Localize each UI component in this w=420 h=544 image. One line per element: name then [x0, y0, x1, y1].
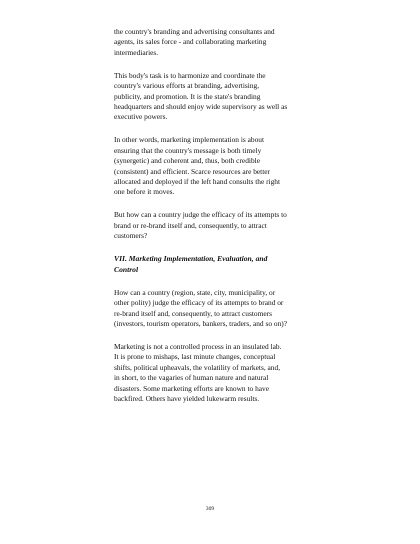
paragraph-not-controlled: Marketing is not a controlled process in an insulated lab. It is prone to mishaps, last minute changes, conceptual shifts, political upheavals, the volatility of markets, and, in short, to the vagaries of human nature and natural disasters. Some marketing efforts are known to have backfired. Others have yielded lukewarm results.: [114, 341, 282, 403]
paragraph-body-task: This body's task is to harmonize and coordinate the country's various efforts at branding, advertising, publicity, and promotion. It is the state's branding headquarters and should enjoy wide supervisory as well as executive powers.: [114, 70, 288, 122]
section-heading: VII. Marketing Implementation, Evaluation, and Control: [114, 254, 268, 274]
paragraph-marketing-implementation: In other words, marketing implementation is about ensuring that the country's message is both timely (synergetic) and coherent and, thus, both credible (consistent) and efficient. Scarce resources are better allocated and deployed if the left hand consults the right one before it moves.: [114, 135, 281, 197]
paragraph-consultants: the country's branding and advertising consultants and agents, its sales force - and collaborating marketing intermediaries.: [114, 27, 275, 57]
paragraph-polity-efficacy: How can a country (region, state, city, municipality, or other polity) judge the efficacy of its attempts to brand or re-brand itself and, consequently, to attract customers (investors, tourism operators, bankers, traders, and so on)?: [114, 287, 288, 328]
paragraph-judge-efficacy: But how can a country judge the efficacy of its attempts to brand or re-brand itself and, consequently, to attract customers?: [114, 210, 287, 241]
page-number: 309: [205, 506, 215, 512]
page-body: [114, 27, 344, 417]
